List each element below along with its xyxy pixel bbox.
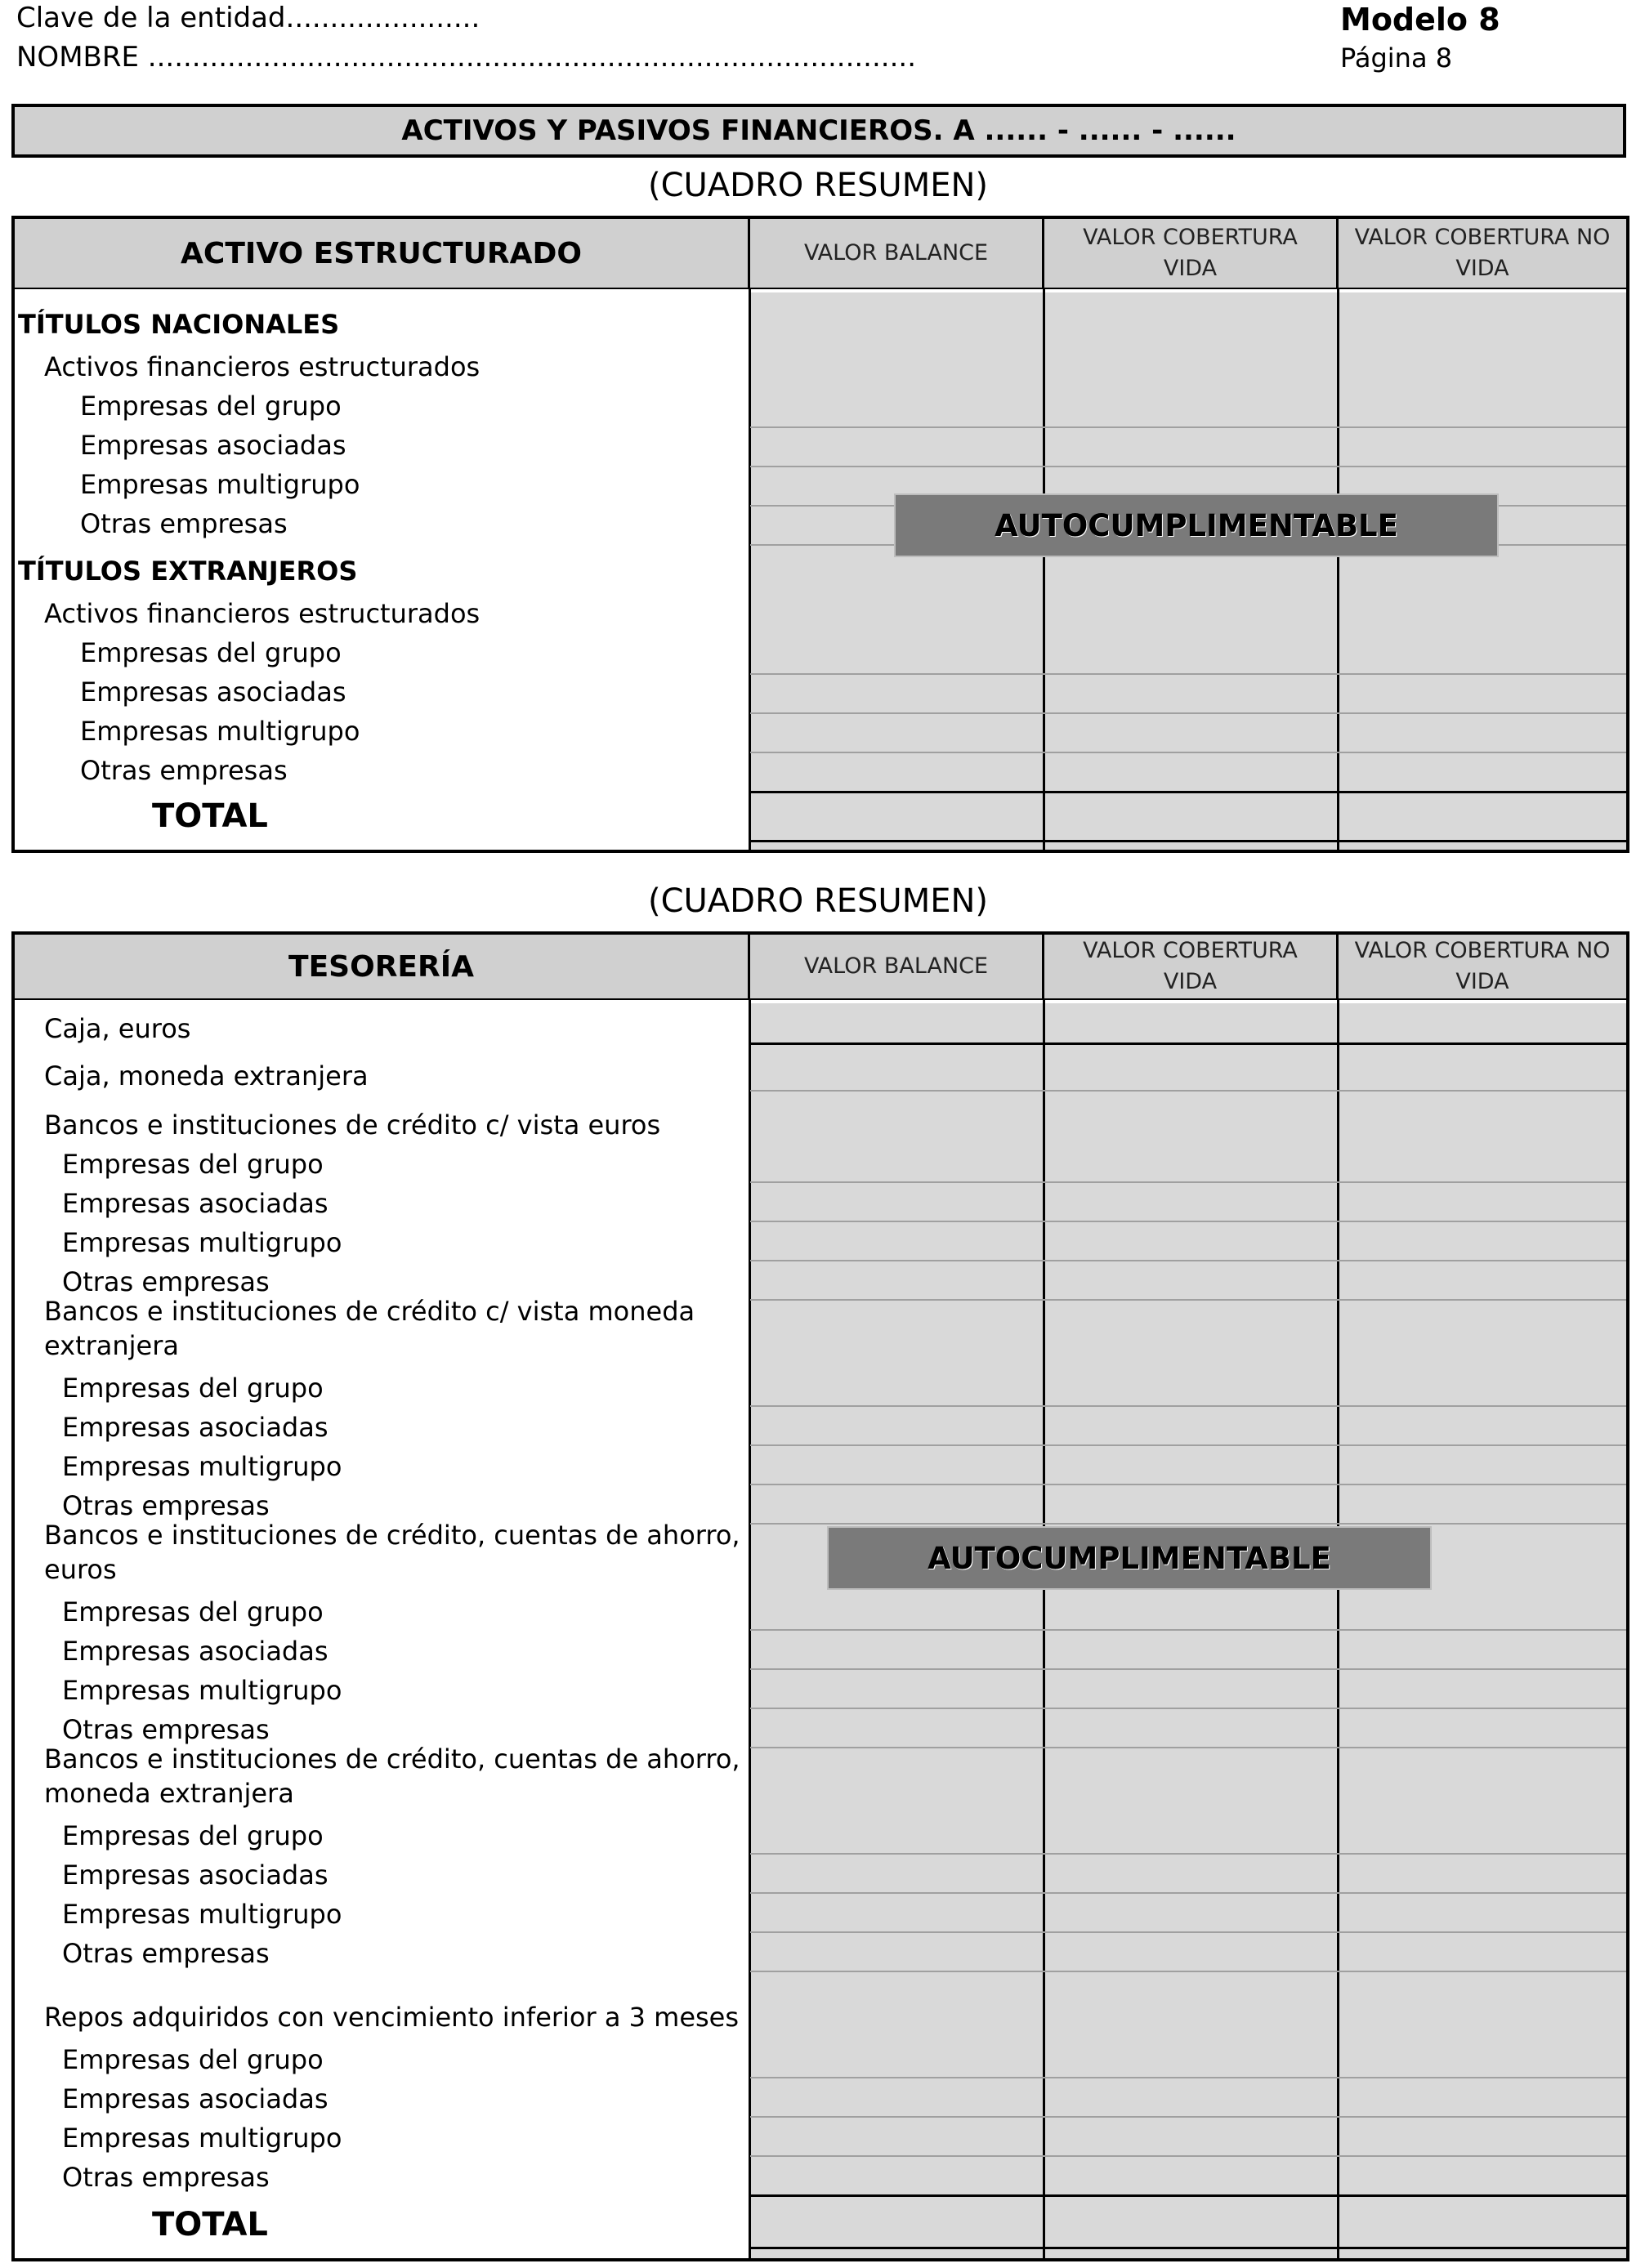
row-empresas-del-grupo: Empresas del grupo — [62, 1596, 324, 1627]
table-header — [15, 219, 1626, 289]
tesoreria-table — [11, 931, 1629, 2261]
row-titulos-nacionales: TÍTULOS NACIONALES — [18, 309, 340, 340]
row-caja-moneda-extranjera: Caja, moneda extranjera — [44, 1060, 369, 1092]
row-titulos-extranjeros: TÍTULOS EXTRANJEROS — [18, 556, 358, 587]
row-empresas-multigrupo: Empresas multigrupo — [62, 1227, 342, 1258]
row-empresas-asociadas: Empresas asociadas — [62, 1188, 329, 1219]
row-bancos-ahorro-euros: Bancos e instituciones de crédito, cuentas de ahorro, euros — [44, 1520, 740, 1585]
col-valor-balance: VALOR BALANCE — [750, 219, 1044, 288]
row-caja-euros: Caja, euros — [44, 1013, 191, 1044]
activo-estructurado-table — [11, 216, 1629, 853]
page-title: ACTIVOS Y PASIVOS FINANCIEROS. A ...... - ...... - ...... — [11, 104, 1626, 158]
row-empresas-asociadas: Empresas asociadas — [80, 676, 346, 708]
heading-activo-estructurado: ACTIVO ESTRUCTURADO — [15, 219, 750, 288]
autocumplimentable-badge: AUTOCUMPLIMENTABLE — [894, 493, 1499, 557]
col-valor-cobertura-vida: VALOR COBERTURA VIDA — [1044, 219, 1339, 288]
row-bancos-vista-moneda-extranjera: Bancos e instituciones de crédito c/ vista moneda extranjera — [44, 1296, 695, 1361]
row-empresas-asociadas: Empresas asociadas — [62, 1412, 329, 1443]
row-empresas-multigrupo: Empresas multigrupo — [80, 469, 360, 500]
row-otras-empresas: Otras empresas — [62, 1938, 270, 1969]
row-otras-empresas: Otras empresas — [62, 2162, 270, 2193]
row-empresas-del-grupo: Empresas del grupo — [62, 1820, 324, 1851]
cuadro-resumen-1: (CUADRO RESUMEN) — [647, 167, 988, 204]
col-valor-balance: VALOR BALANCE — [750, 935, 1044, 998]
cuadro-resumen-2: (CUADRO RESUMEN) — [647, 882, 988, 920]
row-empresas-multigrupo: Empresas multigrupo — [62, 2123, 342, 2154]
row-total: TOTAL — [152, 2206, 268, 2243]
nombre-label: NOMBRE ....................................................................................... — [16, 41, 917, 74]
col-valor-cobertura-no-vida: VALOR COBERTURA NO VIDA — [1354, 225, 1611, 281]
row-bancos-vista-euros: Bancos e instituciones de crédito c/ vista euros — [44, 1109, 661, 1141]
row-empresas-multigrupo: Empresas multigrupo — [80, 716, 360, 747]
value-grid — [750, 292, 1626, 850]
row-empresas-asociadas: Empresas asociadas — [62, 2083, 329, 2114]
row-empresas-del-grupo: Empresas del grupo — [80, 637, 342, 668]
row-empresas-multigrupo: Empresas multigrupo — [62, 1899, 342, 1930]
value-grid — [750, 1003, 1626, 2258]
col-valor-cobertura-vida: VALOR COBERTURA VIDA — [1044, 935, 1339, 998]
autocumplimentable-badge: AUTOCUMPLIMENTABLE — [827, 1526, 1432, 1590]
pagina-label: Página 8 — [1340, 42, 1453, 74]
row-activos-financieros-estructurados: Activos financieros estructurados — [44, 598, 481, 629]
row-empresas-del-grupo: Empresas del grupo — [62, 1149, 324, 1180]
row-empresas-multigrupo: Empresas multigrupo — [62, 1675, 342, 1706]
row-empresas-del-grupo: Empresas del grupo — [80, 391, 342, 422]
row-empresas-del-grupo: Empresas del grupo — [62, 1373, 324, 1404]
row-otras-empresas: Otras empresas — [80, 508, 288, 539]
row-empresas-asociadas: Empresas asociadas — [80, 430, 346, 461]
modelo-label: Modelo 8 — [1340, 2, 1500, 38]
row-total: TOTAL — [152, 797, 268, 835]
table-header — [15, 935, 1626, 1000]
row-repos-adquiridos: Repos adquiridos con vencimiento inferior a 3 meses — [44, 2002, 740, 2033]
col-valor-cobertura-no-vida: VALOR COBERTURA NO VIDA — [1354, 938, 1611, 994]
row-empresas-multigrupo: Empresas multigrupo — [62, 1451, 342, 1482]
clave-entidad-label: Clave de la entidad...................... — [16, 2, 481, 34]
row-empresas-asociadas: Empresas asociadas — [62, 1636, 329, 1667]
row-empresas-del-grupo: Empresas del grupo — [62, 2044, 324, 2075]
heading-tesoreria: TESORERÍA — [15, 935, 750, 998]
row-activos-financieros-estructurados: Activos financieros estructurados — [44, 351, 481, 382]
row-otras-empresas: Otras empresas — [62, 1266, 270, 1297]
row-otras-empresas: Otras empresas — [80, 755, 288, 786]
row-otras-empresas: Otras empresas — [62, 1490, 270, 1521]
row-empresas-asociadas: Empresas asociadas — [62, 1859, 329, 1891]
row-bancos-ahorro-moneda-extranjera: Bancos e instituciones de crédito, cuentas de ahorro, moneda extranjera — [44, 1743, 740, 1809]
row-otras-empresas: Otras empresas — [62, 1714, 270, 1745]
